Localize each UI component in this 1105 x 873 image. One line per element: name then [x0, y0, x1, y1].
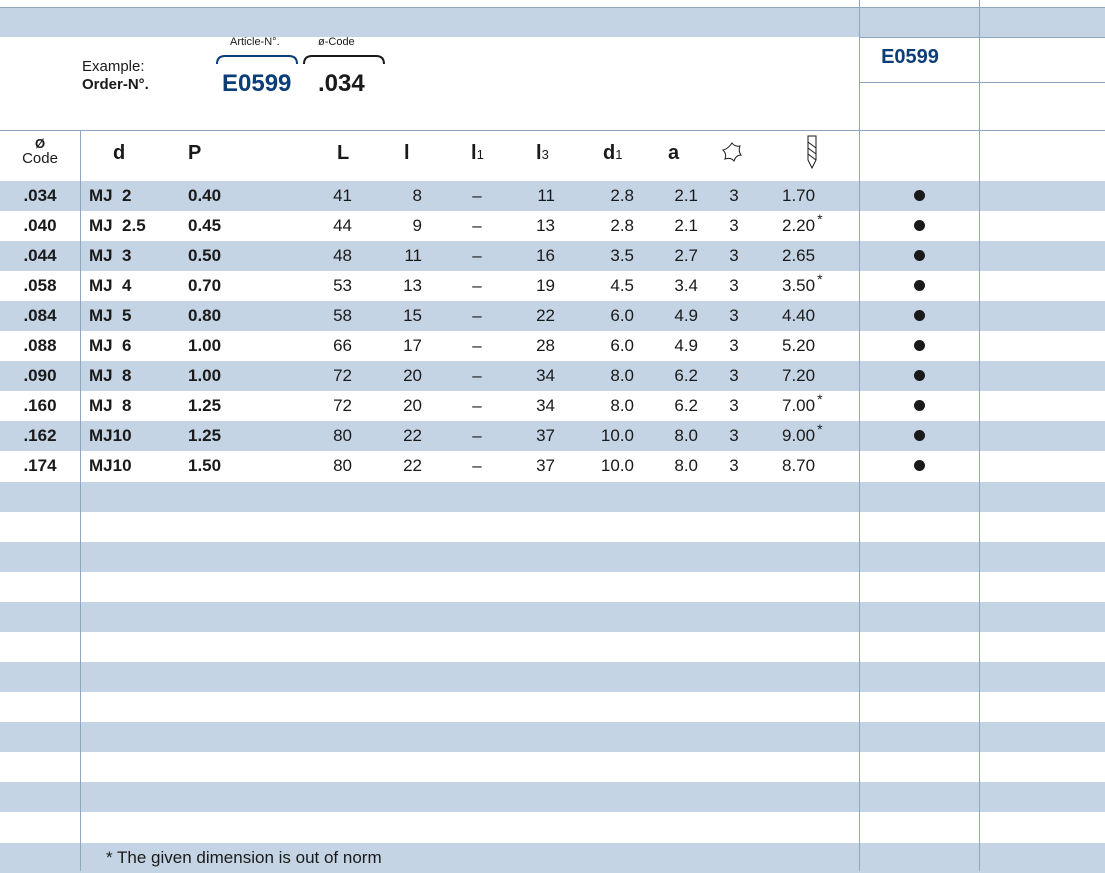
cell-l3 [520, 331, 555, 361]
availability-dot [914, 190, 925, 201]
cell-a [660, 181, 698, 211]
availability-dot [914, 220, 925, 231]
cell-text: 53 [333, 276, 352, 295]
cell-text: 1.00 [188, 336, 222, 355]
cell-text: 6.0 [610, 306, 634, 325]
cell-d1 [590, 301, 634, 331]
cell-text: 3 [729, 426, 739, 445]
cell-text: 1.70 [782, 186, 816, 205]
code-label: ø-Code [318, 36, 355, 48]
example-label: Example: [82, 58, 145, 75]
cell-text: 2.65 [782, 246, 816, 265]
cell-L [320, 421, 352, 451]
cell-L [320, 301, 352, 331]
cell-text: .160 [23, 396, 57, 415]
cell-text: 3.4 [674, 276, 698, 295]
cell-text: .162 [23, 426, 57, 445]
l3-header: l3 [536, 142, 549, 164]
cell-avail [860, 391, 979, 421]
cell-text: 3 [729, 276, 739, 295]
cell-P [188, 181, 248, 211]
cell-drill [782, 241, 862, 271]
cell-text: 4.9 [674, 306, 698, 325]
cell-z [724, 361, 744, 391]
cell-l [390, 451, 422, 481]
cell-l [390, 241, 422, 271]
cell-d [89, 451, 169, 481]
cell-text: 4.40 [782, 306, 816, 325]
cell-L [320, 331, 352, 361]
cell-text: – [472, 306, 482, 325]
cell-z [724, 211, 744, 241]
cell-text: MJ 4 [89, 276, 132, 295]
cell-text: 0.80 [188, 306, 222, 325]
cell-a [660, 391, 698, 421]
cell-d [89, 301, 169, 331]
cell-avail [860, 181, 979, 211]
cell-P [188, 331, 248, 361]
cell-a [660, 421, 698, 451]
cell-text: – [472, 396, 482, 415]
cell-z [724, 181, 744, 211]
cell-text: 13 [536, 216, 555, 235]
cell-d [89, 211, 169, 241]
cell-text: 10.0 [600, 426, 634, 445]
cell-text: 10.0 [600, 456, 634, 475]
cell-text: 2.1 [674, 216, 698, 235]
cell-text: 0.70 [188, 276, 222, 295]
cell-drill [782, 361, 862, 391]
cell-avail [860, 331, 979, 361]
cell-text: 3 [729, 186, 739, 205]
table-row [0, 271, 860, 301]
cell-L [320, 241, 352, 271]
cell-l3 [520, 451, 555, 481]
cell-text: 0.40 [188, 186, 222, 205]
cell-L [320, 271, 352, 301]
cell-text: 7.00 [782, 396, 816, 415]
cell-l3 [520, 271, 555, 301]
cell-d1 [590, 241, 634, 271]
table-row [0, 391, 860, 421]
cell-d1 [590, 181, 634, 211]
cell-l3 [520, 211, 555, 241]
product-column-header: E0599 [881, 46, 939, 68]
cell-P [188, 301, 248, 331]
cell-avail [860, 361, 979, 391]
cell-l3 [520, 361, 555, 391]
cell-text: .090 [23, 366, 57, 385]
cell-text: MJ 2 [89, 186, 132, 205]
cell-text: 16 [536, 246, 555, 265]
cell-code [0, 361, 80, 391]
cell-d1 [590, 211, 634, 241]
cell-l1 [465, 211, 489, 241]
cell-a [660, 301, 698, 331]
cell-d [89, 331, 169, 361]
table-row [0, 451, 860, 481]
cell-l [390, 361, 422, 391]
cell-z [724, 241, 744, 271]
cell-d [89, 391, 169, 421]
cell-text: .034 [23, 186, 57, 205]
cell-text: 3 [729, 456, 739, 475]
cell-text: 8.0 [610, 366, 634, 385]
cell-text: 41 [333, 186, 352, 205]
cell-text: 20 [403, 396, 422, 415]
cell-text: 3 [729, 216, 739, 235]
cell-text: 34 [536, 366, 555, 385]
cell-P [188, 241, 248, 271]
three-flute-cross-section-icon [721, 141, 743, 165]
cell-text: MJ 5 [89, 306, 132, 325]
pitch-header: P [188, 142, 202, 164]
cell-a [660, 451, 698, 481]
cell-text: 0.45 [188, 216, 222, 235]
article-number-value: E0599 [222, 70, 292, 97]
cell-l [390, 211, 422, 241]
availability-dot [914, 280, 925, 291]
cell-code [0, 181, 80, 211]
cell-code [0, 271, 80, 301]
cell-avail [860, 271, 979, 301]
availability-dot [914, 310, 925, 321]
cell-text: – [472, 246, 482, 265]
cell-text: – [472, 426, 482, 445]
cell-code [0, 331, 80, 361]
cell-l1 [465, 241, 489, 271]
cell-l1 [465, 271, 489, 301]
cell-text: 9.00 [782, 426, 816, 445]
cell-text: 6.2 [674, 396, 698, 415]
availability-dot [914, 430, 925, 441]
cell-P [188, 271, 248, 301]
cell-code [0, 421, 80, 451]
cell-text: 11 [404, 246, 422, 265]
cell-text: 19 [536, 276, 555, 295]
cell-l3 [520, 301, 555, 331]
cell-text: 34 [536, 396, 555, 415]
cell-a [660, 331, 698, 361]
cell-text: MJ10 [89, 456, 132, 475]
cell-d1 [590, 391, 634, 421]
cell-z [724, 391, 744, 421]
cell-text: 22 [403, 426, 422, 445]
out-of-norm-marker: * [817, 211, 823, 227]
cell-l [390, 391, 422, 421]
cell-text: 3 [729, 336, 739, 355]
cell-code [0, 451, 80, 481]
cell-z [724, 271, 744, 301]
cell-P [188, 391, 248, 421]
cell-d [89, 181, 169, 211]
cell-l1 [465, 361, 489, 391]
cell-text: 3 [729, 396, 739, 415]
availability-dot [914, 340, 925, 351]
cell-text: 80 [333, 456, 352, 475]
cell-z [724, 301, 744, 331]
cell-drill [782, 211, 862, 241]
cell-l [390, 301, 422, 331]
cell-l [390, 271, 422, 301]
cell-text: .044 [23, 246, 57, 265]
cell-text: 1.25 [188, 396, 222, 415]
cell-text: 11 [537, 186, 555, 205]
cell-text: 44 [333, 216, 352, 235]
cell-text: 4.5 [610, 276, 634, 295]
cell-l3 [520, 421, 555, 451]
cell-text: .084 [23, 306, 57, 325]
cell-text: 4.9 [674, 336, 698, 355]
cell-text: 8 [412, 186, 422, 205]
cell-text: 22 [536, 306, 555, 325]
cell-text: .040 [23, 216, 57, 235]
cell-l1 [465, 451, 489, 481]
cell-text: 1.25 [188, 426, 222, 445]
d-header: d [113, 142, 126, 164]
order-number-label: Order-N°. [82, 76, 149, 93]
cell-a [660, 241, 698, 271]
cell-l [390, 331, 422, 361]
d1-header: d1 [603, 142, 623, 164]
cell-P [188, 361, 248, 391]
cell-text: 72 [333, 396, 352, 415]
cell-text: 0.50 [188, 246, 222, 265]
cell-a [660, 271, 698, 301]
cell-text: 72 [333, 366, 352, 385]
cell-P [188, 211, 248, 241]
cell-d1 [590, 451, 634, 481]
cell-l3 [520, 391, 555, 421]
cell-text: 3.50 [782, 276, 816, 295]
cell-L [320, 361, 352, 391]
cell-text: 37 [536, 426, 555, 445]
l1-header: l1 [471, 142, 484, 164]
cell-P [188, 421, 248, 451]
cell-L [320, 451, 352, 481]
availability-dot [914, 250, 925, 261]
article-number-label: Article-N°. [230, 36, 280, 48]
cell-L [320, 211, 352, 241]
a-header: a [668, 142, 680, 164]
cell-text: 9 [412, 216, 422, 235]
cell-text: 13 [403, 276, 422, 295]
cell-d [89, 241, 169, 271]
cell-l [390, 181, 422, 211]
cell-d1 [590, 271, 634, 301]
cell-code [0, 301, 80, 331]
cell-d1 [590, 421, 634, 451]
cell-text: 2.8 [610, 186, 634, 205]
cell-text: 17 [403, 336, 422, 355]
cell-text: 15 [403, 306, 422, 325]
cell-text: MJ 8 [89, 396, 132, 415]
table-row [0, 361, 860, 391]
table-row [0, 301, 860, 331]
cell-text: 28 [536, 336, 555, 355]
cell-drill [782, 331, 862, 361]
cell-P [188, 451, 248, 481]
cell-l1 [465, 391, 489, 421]
cell-text: 2.1 [674, 186, 698, 205]
cell-drill [782, 271, 862, 301]
drill-bit-icon [804, 134, 820, 170]
thread-length-header: l [404, 142, 410, 164]
cell-avail [860, 241, 979, 271]
cell-drill [782, 181, 862, 211]
cell-text: .088 [23, 336, 57, 355]
cell-code [0, 241, 80, 271]
cell-text: 3 [729, 306, 739, 325]
cell-a [660, 361, 698, 391]
cell-text: 1.00 [188, 366, 222, 385]
cell-text: 37 [536, 456, 555, 475]
cell-l1 [465, 301, 489, 331]
cell-text: – [472, 366, 482, 385]
article-bracket [215, 52, 299, 66]
cell-text: MJ 6 [89, 336, 132, 355]
code-word-header: Code [22, 150, 58, 167]
code-bracket [302, 52, 386, 66]
availability-dot [914, 400, 925, 411]
cell-text: 8.70 [782, 456, 816, 475]
cell-text: 48 [333, 246, 352, 265]
cell-d1 [590, 361, 634, 391]
cell-text: 2.20 [782, 216, 816, 235]
cell-text: 6.0 [610, 336, 634, 355]
cell-avail [860, 211, 979, 241]
cell-l1 [465, 181, 489, 211]
cell-l [390, 421, 422, 451]
cell-L [320, 181, 352, 211]
cell-text: 20 [403, 366, 422, 385]
cell-text: 6.2 [674, 366, 698, 385]
cell-text: 2.7 [674, 246, 698, 265]
code-symbol-header: Ø [34, 136, 46, 151]
cell-z [724, 421, 744, 451]
cell-text: MJ 2.5 [89, 216, 146, 235]
table-row [0, 331, 860, 361]
cell-l1 [465, 421, 489, 451]
cell-avail [860, 451, 979, 481]
cell-text: .058 [23, 276, 57, 295]
cell-text: .174 [23, 456, 57, 475]
length-header: L [337, 142, 350, 164]
cell-text: 80 [333, 426, 352, 445]
cell-text: 8.0 [674, 456, 698, 475]
cell-code [0, 211, 80, 241]
cell-text: 5.20 [782, 336, 816, 355]
cell-text: – [472, 216, 482, 235]
cell-text: 3.5 [610, 246, 634, 265]
cell-text: 3 [729, 366, 739, 385]
out-of-norm-marker: * [817, 271, 823, 287]
cell-code [0, 391, 80, 421]
cell-avail [860, 421, 979, 451]
cell-text: MJ 3 [89, 246, 132, 265]
cell-text: 58 [333, 306, 352, 325]
cell-text: 7.20 [782, 366, 816, 385]
cell-text: – [472, 186, 482, 205]
cell-z [724, 451, 744, 481]
cell-l3 [520, 241, 555, 271]
cell-drill [782, 391, 862, 421]
cell-text: – [472, 456, 482, 475]
cell-text: 8.0 [674, 426, 698, 445]
cell-l3 [520, 181, 555, 211]
cell-drill [782, 451, 862, 481]
table-row [0, 421, 860, 451]
cell-L [320, 391, 352, 421]
availability-dot [914, 460, 925, 471]
cell-text: MJ 8 [89, 366, 132, 385]
cell-d [89, 271, 169, 301]
availability-dot [914, 370, 925, 381]
cell-a [660, 211, 698, 241]
cell-text: MJ10 [89, 426, 132, 445]
cell-text: 3 [729, 246, 739, 265]
cell-text: 22 [403, 456, 422, 475]
cell-drill [782, 301, 862, 331]
cell-avail [860, 301, 979, 331]
table-row [0, 181, 860, 211]
cell-text: 66 [333, 336, 352, 355]
cell-d1 [590, 331, 634, 361]
cell-text: 1.50 [188, 456, 222, 475]
cell-d [89, 361, 169, 391]
cell-text: – [472, 276, 482, 295]
cell-drill [782, 421, 862, 451]
cell-d [89, 421, 169, 451]
code-value: .034 [318, 70, 365, 97]
out-of-norm-marker: * [817, 421, 823, 437]
cell-l1 [465, 331, 489, 361]
cell-text: 2.8 [610, 216, 634, 235]
footnote: * The given dimension is out of norm [106, 848, 382, 867]
cell-z [724, 331, 744, 361]
cell-text: 8.0 [610, 396, 634, 415]
cell-text: – [472, 336, 482, 355]
out-of-norm-marker: * [817, 391, 823, 407]
table-row [0, 241, 860, 271]
table-row [0, 211, 860, 241]
